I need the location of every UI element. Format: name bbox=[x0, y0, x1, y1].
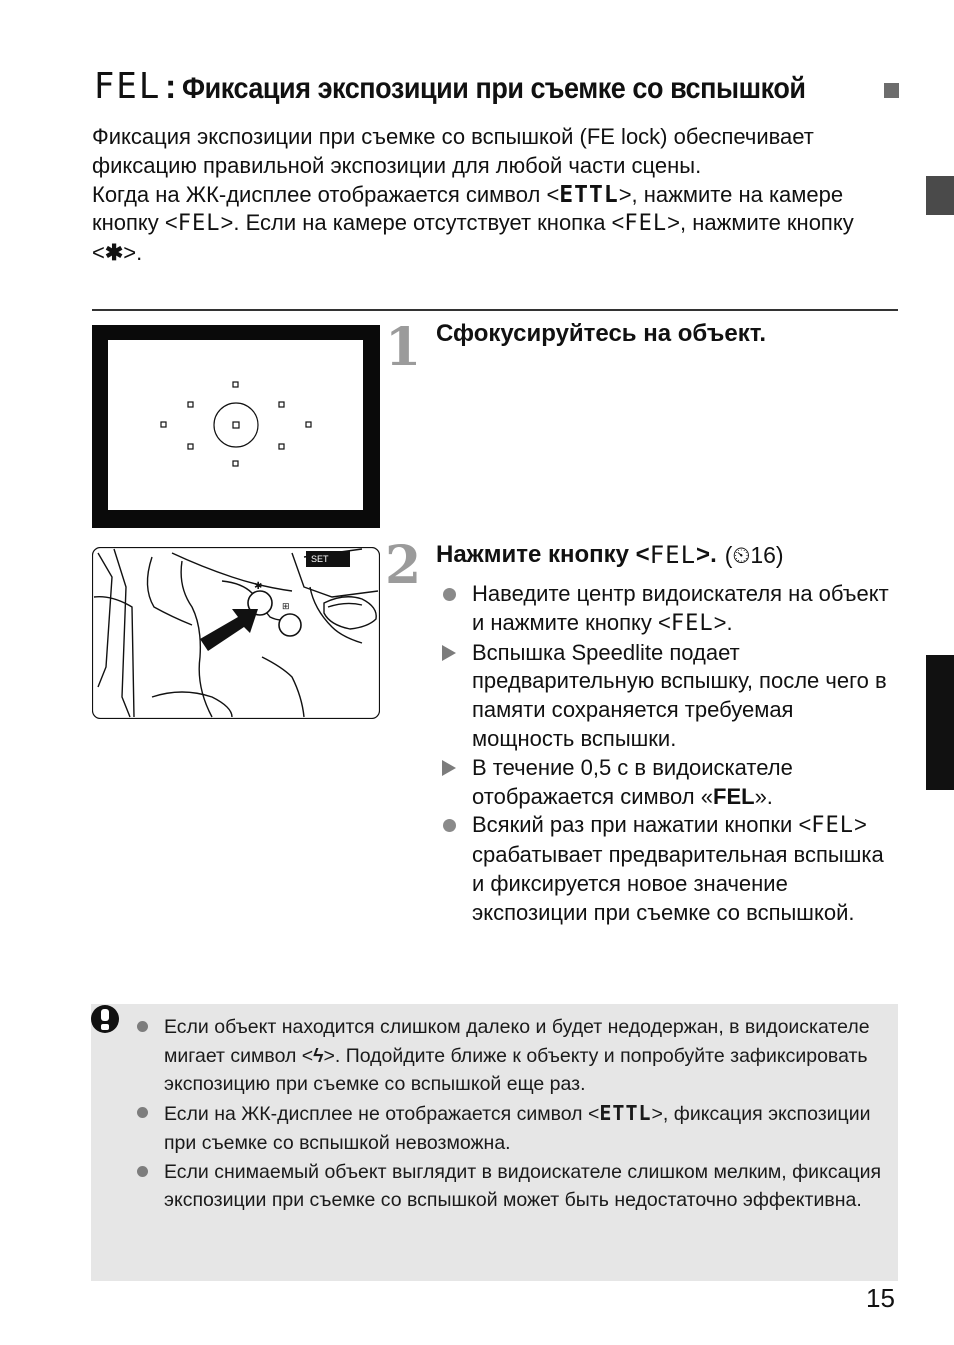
ettl-symbol: ETTL bbox=[599, 1101, 652, 1126]
step-number-1: 1 bbox=[385, 317, 422, 378]
list-item: В течение 0,5 с в видоискателе отображается символ «FEL». bbox=[440, 754, 890, 812]
star-icon: ✱ bbox=[104, 240, 124, 266]
af-points-icon bbox=[108, 340, 363, 510]
fel-symbol: FEL bbox=[811, 813, 855, 839]
caution-icon bbox=[90, 1004, 120, 1034]
svg-text:SET: SET bbox=[311, 554, 329, 564]
bullet-dot-icon bbox=[443, 588, 456, 601]
list-item: Вспышка Speedlite подает предварительную вспышку, после чего в памяти сохраняется требуемая мощность вспышки. bbox=[440, 639, 890, 754]
step-2-title: Нажмите кнопку < FEL >. (⏲16) bbox=[436, 541, 784, 569]
flash-icon: ϟ bbox=[313, 1044, 324, 1067]
page-number: 15 bbox=[866, 1283, 895, 1313]
list-item: Наведите центр видоискателя на объект и нажмите кнопку <FEL>. bbox=[440, 580, 890, 639]
result-triangle-icon bbox=[442, 760, 456, 776]
intro-paragraph-2: Когда на ЖК-дисплее отображается символ <ETTL>, нажмите на камере кнопку <FEL>. Если на камере отсутствует кнопка <FEL>, нажмите кнопку <✱>. bbox=[92, 181, 854, 266]
title-colon: : bbox=[165, 68, 177, 106]
step-1-title: Сфокусируйтесь на объект. bbox=[436, 320, 767, 347]
title-end-square bbox=[884, 83, 899, 98]
svg-text:✱: ✱ bbox=[254, 581, 263, 592]
camera-icon bbox=[92, 547, 380, 719]
bullet-dot-icon bbox=[137, 1021, 148, 1032]
timer-icon-page-ref: (⏲16) bbox=[724, 541, 784, 568]
list-item: Если объект находится слишком далеко и будет недодержан, в видоискателе мигает символ <ϟ>. Подойдите ближе к объекту и попробуйте зафиксировать экспозицию при съемке со вспышкой еще раз. bbox=[136, 1013, 886, 1099]
side-tab-marker-bottom bbox=[926, 655, 954, 790]
divider bbox=[92, 309, 898, 311]
fel-symbol: FEL bbox=[624, 211, 668, 237]
intro-text bbox=[92, 123, 892, 268]
fel-indicator: FEL bbox=[713, 783, 755, 809]
fel-symbol: FEL bbox=[93, 66, 162, 107]
title-text: Фиксация экспозиции при съемке со вспышкой bbox=[182, 72, 806, 105]
ettl-symbol: ETTL bbox=[559, 181, 619, 208]
list-item: Всякий раз при нажатии кнопки <FEL> срабатывает предварительная вспышка и фиксируется новое значение экспозиции при съемке со вспышкой. bbox=[440, 811, 890, 927]
bullet-dot-icon bbox=[137, 1107, 148, 1118]
caution-list bbox=[136, 1013, 886, 1215]
camera-fel-button-illustration bbox=[92, 547, 380, 719]
result-triangle-icon bbox=[442, 645, 456, 661]
step-number-2: 2 bbox=[385, 535, 422, 596]
fel-symbol: FEL bbox=[177, 211, 221, 237]
intro-paragraph-1: Фиксация экспозиции при съемке со вспышкой (FE lock) обеспечивает фиксацию правильной экспозиции для любой части сцены. bbox=[92, 124, 814, 178]
bullet-dot-icon bbox=[443, 819, 456, 832]
list-item: Если снимаемый объект выглядит в видоискателе слишком мелким, фиксация экспозиции при съемке со вспышкой может быть недостаточно эффективна. bbox=[136, 1158, 886, 1215]
svg-text:⊞: ⊞ bbox=[282, 601, 290, 611]
page-title bbox=[92, 66, 875, 110]
bullet-dot-icon bbox=[137, 1166, 148, 1177]
side-tab-marker-top bbox=[926, 176, 954, 215]
list-item: Если на ЖК-дисплее не отображается символ <ETTL>, фиксация экспозиции при съемке со вспышкой невозможна. bbox=[136, 1099, 886, 1157]
viewfinder-illustration bbox=[92, 325, 380, 528]
fel-symbol: FEL bbox=[649, 541, 697, 569]
fel-symbol: FEL bbox=[670, 610, 714, 636]
step-2-list bbox=[440, 580, 890, 928]
